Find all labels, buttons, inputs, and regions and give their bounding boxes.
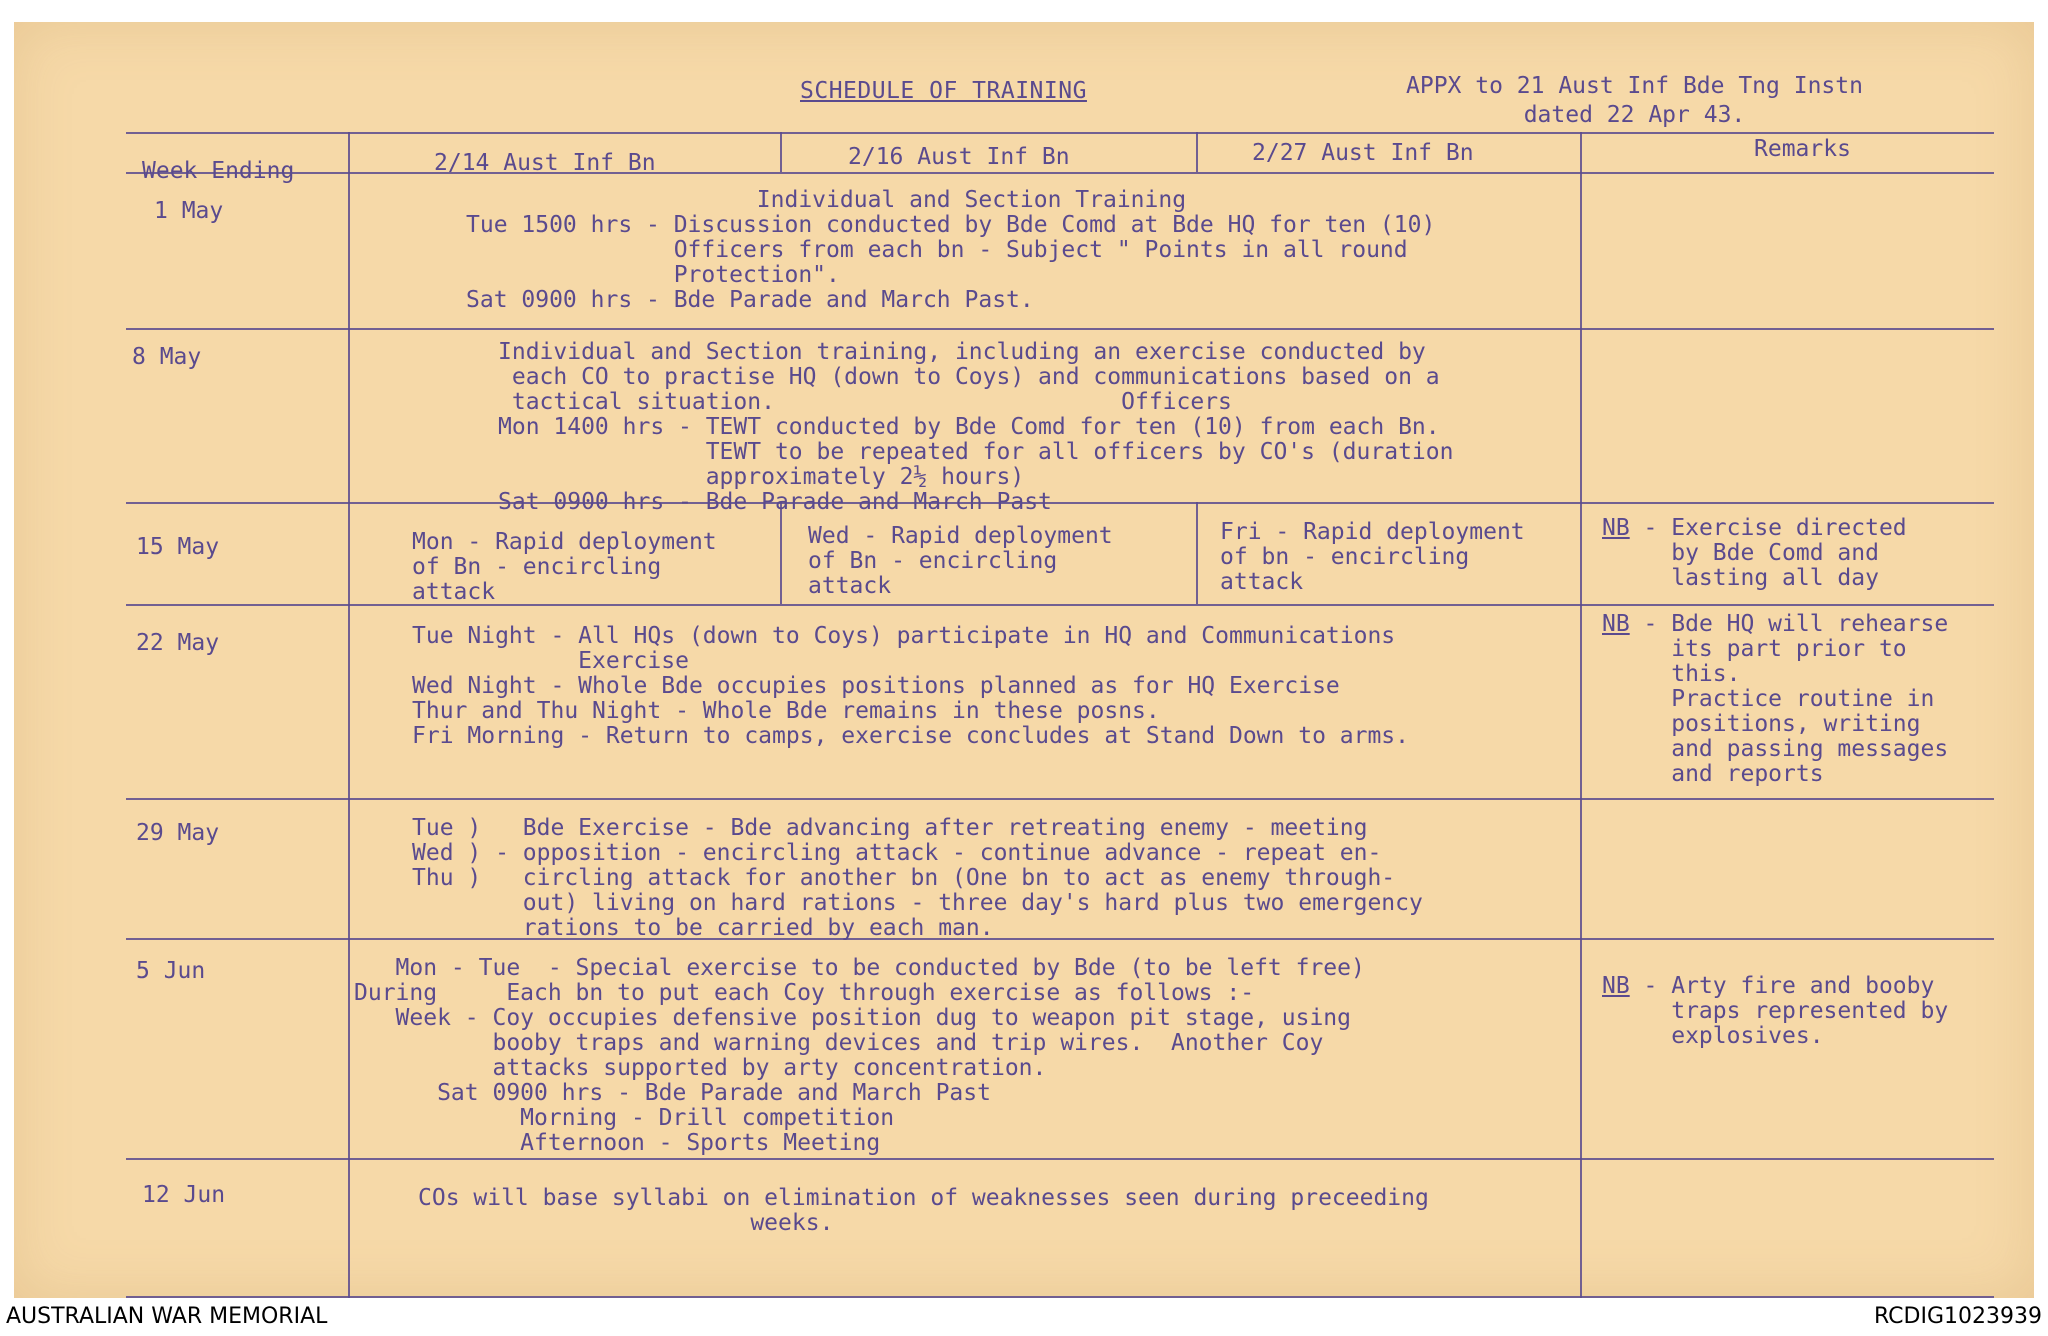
week-label: 12 Jun [142,1182,226,1208]
remarks-text: - Arty fire and booby traps represented by explosives. [1643,973,1949,1049]
bn-2-16-entry: Wed - Rapid deployment of Bn - encircling attack [808,523,1113,599]
bn-2-27-entry: Fri - Rapid deployment of bn - encircling attack [1220,519,1525,595]
appendix-reference [1406,72,1863,130]
document-title: SCHEDULE OF TRAINING [800,78,1087,104]
footer-source: AUSTRALIAN WAR MEMORIAL [6,1304,328,1329]
appendix-line-2: dated 22 Apr 43. [1523,102,1746,128]
remarks-text: - Exercise directed by Bde Comd and lasting all day [1643,515,1907,591]
schedule-entry: COs will base syllabi on elimination of weaknesses seen during preceeding weeks. [418,1185,1429,1236]
column-rule [780,502,782,604]
week-label: 22 May [136,630,220,656]
appendix-line-1: APPX to 21 Aust Inf Bde Tng Instn [1406,73,1863,99]
week-label: 5 Jun [136,958,206,984]
remarks-entry [1602,974,1948,1049]
column-rule [1196,502,1198,604]
nb-marker: NB [1602,973,1630,999]
week-label: 1 May [154,198,224,224]
row-rule [126,798,1994,800]
table-top-rule [126,132,1994,134]
week-label: 15 May [136,534,220,560]
schedule-entry: Individual and Section Training Tue 1500 hrs - Discussion conducted by Bde Comd at Bde HQ for ten (10) Officers from each bn - Subject " Points in all round Protection". Sat 0900 hrs - Bde Parade and March Past. [466,187,1436,313]
remarks-entry [1602,612,1948,787]
row-rule [126,604,1994,606]
column-header-bn-2-14: 2/14 Aust Inf Bn [434,150,656,176]
row-rule [126,1158,1994,1160]
column-rule [1196,132,1198,172]
row-rule [126,1296,1994,1298]
schedule-entry: Tue Night - All HQs (down to Coys) participate in HQ and Communications Exercise Wed Night - Whole Bde occupies positions planned as for HQ Exercise Thur and Thu Night - Whole Bde remains in these posns. Fri Morning - Return to camps, exercise concludes at Stand Down to arms. [412,623,1409,749]
column-header-remarks: Remarks [1754,136,1851,162]
column-rule [1580,132,1582,1298]
nb-marker: NB [1602,515,1630,541]
document-page [14,22,2034,1298]
remarks-entry [1602,516,1907,591]
bn-2-14-entry: Mon - Rapid deployment of Bn - encircling attack [412,529,717,605]
footer-id: RCDIG1023939 [1873,1304,2042,1329]
remarks-text: - Bde HQ will rehearse its part prior to this. Practice routine in positions, writing and passing messages and reports [1643,611,1949,787]
header-bottom-rule [126,172,1994,174]
column-header-bn-2-27: 2/27 Aust Inf Bn [1252,140,1474,166]
schedule-entry: Mon - Tue - Special exercise to be conducted by Bde (to be left free) During Each bn to put each Coy through exercise as follows :- Week - Coy occupies defensive position dug to weapon pit stage, using booby traps and warning devices and trip wires. Another Coy attacks supported by arty concentration. Sat 0900 hrs - Bde Parade and March Past Morning - Drill competition Afternoon - Sports Meeting [354,955,1365,1156]
column-rule [780,132,782,172]
column-header-week: Week Ending [142,158,295,184]
week-label: 29 May [136,820,220,846]
column-header-bn-2-16: 2/16 Aust Inf Bn [848,144,1070,170]
row-rule [126,328,1994,330]
column-rule [348,132,350,1298]
nb-marker: NB [1602,611,1630,637]
schedule-entry: Tue ) Bde Exercise - Bde advancing after retreating enemy - meeting Wed ) - opposition - encircling attack - continue advance - repeat en- Thu ) circling attack for another bn (One bn to act as enemy through- out) living on hard rations - three day's hard plus two emergency rations to be carried by each man. [412,815,1423,941]
week-label: 8 May [132,344,202,370]
schedule-entry: Individual and Section training, including an exercise conducted by each CO to practise HQ (down to Coys) and communications based on a tactical situation. Officers Mon 1400 hrs - TEWT conducted by Bde Comd for ten (10) from each Bn. TEWT to be repeated for all officers by CO's (duration approximately 2½ hours) Sat 0900 hrs - Bde Parade and March Past [498,339,1454,515]
